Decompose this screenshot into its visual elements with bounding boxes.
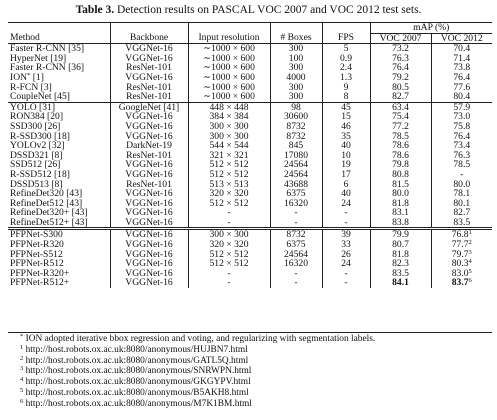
table-row	[8, 160, 492, 170]
cell-input-resolution-text: 448 × 448	[209, 101, 249, 113]
cell-boxes-text: 98	[291, 101, 301, 113]
cell-backbone-text: VGGNet-16	[125, 120, 173, 132]
cell-method-text: PFPNet-S512	[10, 248, 63, 260]
cell-method-text: SSD300 [26]	[10, 120, 61, 132]
table-row	[8, 132, 492, 142]
cell-voc2012	[431, 218, 492, 229]
cell-method	[8, 92, 110, 102]
cell-fps-text: -	[344, 216, 348, 228]
cell-voc2007-text: 78.6	[392, 140, 409, 152]
cell-fps-text: 35	[341, 130, 351, 142]
caption-text: Detection results on PASCAL VOC 2007 and VOC 2012 test sets.	[114, 4, 422, 16]
header-input-resolution: Input resolution	[188, 33, 270, 44]
cell-input-resolution-text: 300 × 300	[209, 120, 249, 132]
cell-backbone	[110, 278, 188, 288]
cell-boxes-text: 300	[288, 62, 304, 74]
cell-fps-text: 2.4	[340, 62, 352, 74]
footnote-mark: 3	[20, 365, 24, 373]
cell-voc2007-text: 83.8	[392, 216, 409, 228]
cell-backbone-text: VGGNet-16	[125, 71, 173, 83]
cell-voc2007-text: 75.4	[392, 111, 409, 123]
cell-boxes-text: -	[294, 207, 298, 219]
footnote-mark: 1	[20, 343, 24, 351]
table-row	[8, 240, 492, 250]
cell-input-resolution-text: 512 × 512	[209, 159, 249, 171]
header-backbone: Backbone	[110, 33, 188, 44]
cell-boxes-text: -	[294, 277, 298, 289]
cell-method-text: R-SSD300 [18]	[10, 130, 70, 142]
cell-input-resolution-text: 512 × 512	[209, 168, 249, 180]
footnote-mark: 5	[468, 267, 472, 275]
cell-method-text: RefineDet512 [43]	[10, 197, 83, 209]
cell-fps-text: 24	[341, 258, 351, 270]
header-voc2012: VOC 2012	[431, 33, 492, 44]
cell-fps-text: 5	[343, 43, 349, 55]
cell-input-resolution	[188, 278, 270, 288]
footnote-mark: 1	[468, 229, 472, 237]
cell-voc2012-text: 78.1	[453, 188, 471, 200]
header-fps: FPS	[322, 33, 370, 44]
footnote-mark: 5	[20, 386, 24, 394]
cell-method-text: PFPNet-R512+	[10, 277, 70, 289]
cell-method-text: R-FCN [3]	[10, 81, 52, 93]
cell-voc2012-text: 76.3	[453, 149, 471, 161]
cell-boxes-text: 300	[288, 43, 304, 55]
cell-voc2012-text: 70.4	[453, 43, 471, 55]
cell-voc2007-text: 82.7	[392, 91, 409, 103]
method-reference: [1]	[30, 71, 44, 83]
cell-voc2007-text: 80.0	[392, 188, 409, 200]
table-row	[8, 141, 492, 151]
cell-voc2007-text: 63.4	[392, 101, 409, 113]
cell-fps	[322, 92, 370, 102]
footnote-mark: 6	[468, 277, 472, 285]
cell-fps-text: 40	[341, 140, 351, 152]
cell-voc2012-text: 83.7	[451, 277, 469, 289]
cell-backbone-text: VGGNet-16	[125, 159, 173, 171]
cell-backbone-text: VGGNet-16	[125, 239, 173, 251]
cell-boxes-text: 6375	[286, 188, 306, 200]
cell-fps-text: 39	[341, 229, 351, 241]
cell-method-text: Faster R-CNN [35]	[10, 43, 85, 55]
cell-voc2012-text: 82.7	[453, 207, 471, 219]
cell-method-text: Faster R-CNN [36]	[10, 62, 85, 74]
cell-input-resolution-text: 544 × 544	[209, 140, 249, 152]
table-row	[8, 122, 492, 132]
cell-boxes-text: 4000	[286, 71, 306, 83]
cell-voc2007-text: 73.2	[392, 43, 409, 55]
cell-boxes-text: -	[294, 267, 298, 279]
cell-boxes-text: 8732	[286, 120, 306, 132]
cell-voc2012-text: 73.0	[453, 111, 471, 123]
cell-backbone-text: ResNet-101	[126, 178, 172, 190]
cell-voc2012-text: 77.6	[453, 81, 471, 93]
footnote-text: http://host.robots.ox.ac.uk:8080/anonymous/HUJBN7.html	[23, 344, 248, 355]
cell-fps-text: 33	[341, 239, 351, 251]
cell-method-text: PFPNet-S300	[10, 229, 63, 241]
cell-backbone-text: ResNet-101	[126, 91, 172, 103]
cell-input-resolution	[188, 218, 270, 229]
cell-input-resolution-text: -	[227, 267, 231, 279]
table-bottom-rule	[8, 332, 492, 333]
cell-method-text: RON384 [20]	[10, 111, 64, 123]
cell-backbone-text: VGGNet-16	[125, 168, 173, 180]
cell-voc2012-text: 76.8	[451, 229, 469, 241]
table-row	[8, 229, 492, 240]
cell-input-resolution-text: -	[227, 207, 231, 219]
cell-fps-text: -	[344, 207, 348, 219]
cell-input-resolution-text: 300 × 300	[209, 229, 249, 241]
cell-input-resolution	[188, 92, 270, 102]
cell-voc2012-text: -	[460, 168, 464, 180]
cell-backbone-text: DarkNet-19	[126, 140, 172, 152]
footnote-mark: 6	[20, 397, 24, 405]
cell-boxes-text: 845	[288, 140, 304, 152]
table-row	[8, 278, 492, 288]
cell-voc2012-text: 78.5	[453, 159, 471, 171]
cell-voc2007-text: 79.9	[392, 229, 409, 241]
cell-input-resolution-text: ∼1000 × 600	[203, 91, 255, 103]
cell-boxes-text: 24564	[284, 168, 308, 180]
cell-backbone-text: VGGNet-16	[125, 277, 173, 289]
cell-boxes	[270, 92, 322, 102]
footnote	[20, 377, 490, 388]
cell-method-text: RefineDet320+ [43]	[10, 207, 88, 219]
cell-method-text: YOLO [31]	[10, 101, 56, 113]
cell-boxes	[270, 278, 322, 288]
cell-voc2012-text: 80.3	[451, 258, 469, 270]
cell-voc2012-text: 71.4	[453, 52, 471, 64]
cell-method-text: CoupleNet [45]	[10, 91, 70, 103]
cell-method-text: HyperNet [19]	[10, 52, 67, 64]
cell-backbone-text: VGGNet-16	[125, 188, 173, 200]
table-row	[8, 102, 492, 112]
cell-boxes	[270, 218, 322, 229]
cell-boxes-text: 16320	[284, 258, 308, 270]
footnote-mark: 2	[20, 354, 24, 362]
cell-fps-text: 15	[341, 111, 351, 123]
cell-voc2012-text: 76.4	[453, 130, 471, 142]
cell-fps-text: 46	[341, 120, 351, 132]
cell-voc2007	[370, 218, 431, 229]
table-row	[8, 269, 492, 279]
footnote-mark: 2	[468, 239, 472, 247]
cell-backbone-text: VGGNet-16	[125, 258, 173, 270]
cell-voc2012-text: 76.4	[453, 71, 471, 83]
footnote	[20, 366, 490, 377]
header-method: Method	[8, 33, 110, 44]
cell-fps-text: 40	[341, 188, 351, 200]
results-table	[8, 22, 492, 288]
cell-voc2012-text: 80.4	[453, 91, 471, 103]
cell-input-resolution-text: 512 × 512	[209, 197, 249, 209]
cell-method-text: PFPNet-R320	[10, 239, 64, 251]
footnote	[20, 334, 490, 345]
cell-backbone-text: VGGNet-16	[125, 111, 173, 123]
cell-voc2007-text: 78.5	[392, 130, 409, 142]
cell-voc2007-text: 84.1	[392, 277, 409, 289]
cell-input-resolution-text: ∼1000 × 600	[203, 43, 255, 55]
cell-backbone	[110, 92, 188, 102]
cell-voc2012	[431, 92, 492, 102]
cell-voc2012	[431, 278, 492, 288]
cell-backbone-text: VGGNet-16	[125, 43, 173, 55]
cell-voc2007-text: 79.8	[392, 159, 409, 171]
cell-method-text: ION	[10, 71, 28, 83]
cell-voc2007	[370, 278, 431, 288]
cell-method	[8, 218, 110, 229]
cell-method-text: SSD512 [26]	[10, 159, 61, 171]
footnote-text: http://host.robots.ox.ac.uk:8080/anonymous/GKGYPV.html	[23, 377, 251, 388]
cell-boxes-text: 24564	[284, 159, 308, 171]
cell-voc2007-text: 83.5	[392, 267, 409, 279]
cell-voc2007-text: 83.1	[392, 207, 409, 219]
header-boxes: # Boxes	[270, 33, 322, 44]
footnote-text: ION adopted iterative bbox regression and voting, and regularizing with segmentation labels.	[23, 334, 376, 344]
footnote-text: http://host.robots.ox.ac.uk:8080/anonymous/GATL5Q.html	[23, 355, 249, 366]
cell-voc2007	[370, 92, 431, 102]
table-caption	[0, 4, 497, 16]
cell-voc2007-text: 79.2	[392, 71, 409, 83]
footnote-mark: *	[27, 71, 31, 79]
cell-voc2007-text: 81.5	[392, 178, 409, 190]
cell-method-text: RefineDet512+ [43]	[10, 216, 88, 228]
footnote	[20, 345, 490, 356]
cell-boxes-text: 300	[288, 91, 304, 103]
footnote	[20, 399, 490, 410]
cell-fps-text: 9	[343, 81, 349, 93]
cell-fps-text: -	[344, 267, 348, 279]
cell-fps-text: 8	[343, 91, 349, 103]
footnote-mark: 4	[468, 258, 472, 266]
cell-boxes-text: 6375	[286, 239, 306, 251]
cell-boxes-text: 24564	[284, 248, 308, 260]
cell-method-text: RefineDet320 [43]	[10, 188, 83, 200]
cell-voc2007-text: 82.3	[392, 258, 409, 270]
footnote-text: http://host.robots.ox.ac.uk:8080/anonymous/M7K1BM.html	[23, 398, 252, 409]
cell-boxes-text: 100	[288, 52, 304, 64]
cell-voc2007-text: 80.8	[392, 168, 409, 180]
cell-voc2012-text: 73.4	[453, 140, 471, 152]
table-row	[8, 112, 492, 122]
cell-backbone-text: VGGNet-16	[125, 52, 173, 64]
cell-input-resolution-text: ∼1000 × 600	[203, 52, 255, 64]
cell-fps	[322, 218, 370, 229]
cell-voc2007-text: 81.8	[392, 248, 409, 260]
cell-fps-text: 1.3	[340, 71, 352, 83]
cell-input-resolution-text: 513 × 513	[209, 178, 249, 190]
cell-method-text: DSSD321 [8]	[10, 149, 63, 161]
footnotes	[20, 334, 490, 410]
cell-boxes-text: 8732	[286, 229, 306, 241]
cell-backbone-text: VGGNet-16	[125, 207, 173, 219]
cell-fps-text: 0.9	[340, 52, 352, 64]
cell-backbone-text: VGGNet-16	[125, 130, 173, 142]
cell-boxes-text: -	[294, 216, 298, 228]
cell-voc2007-text: 78.6	[392, 149, 409, 161]
cell-fps-text: 6	[343, 178, 349, 190]
cell-method-text: R-SSD512 [18]	[10, 168, 70, 180]
table-row	[8, 151, 492, 161]
cell-input-resolution-text: -	[227, 277, 231, 289]
cell-backbone-text: ResNet-101	[126, 149, 172, 161]
cell-backbone-text: ResNet-101	[126, 62, 172, 74]
cell-backbone-text: VGGNet-16	[125, 267, 173, 279]
footnote-mark: *	[20, 333, 24, 340]
footnote	[20, 388, 490, 399]
cell-fps-text: 45	[341, 101, 351, 113]
cell-input-resolution-text: 512 × 512	[209, 248, 249, 260]
header-map: mAP (%)	[370, 23, 492, 34]
cell-boxes-text: 300	[288, 81, 304, 93]
cell-input-resolution-text: 512 × 512	[209, 258, 249, 270]
cell-method-text: DSSD513 [8]	[10, 178, 63, 190]
table-row	[8, 259, 492, 269]
cell-method-text: PFPNet-R512	[10, 258, 64, 270]
cell-method	[8, 278, 110, 288]
cell-method-text: YOLOv2 [32]	[10, 140, 65, 152]
cell-input-resolution-text: 320 × 320	[209, 188, 249, 200]
footnote-mark: 4	[20, 376, 24, 384]
cell-fps-text: 10	[341, 149, 351, 161]
cell-voc2012-text: 83.0	[451, 267, 469, 279]
header-voc2007: VOC 2007	[370, 33, 431, 44]
cell-voc2012-text: 75.8	[453, 120, 471, 132]
cell-voc2007-text: 76.4	[392, 62, 409, 74]
cell-input-resolution-text: ∼1000 × 600	[203, 62, 255, 74]
cell-voc2007-text: 80.5	[392, 81, 409, 93]
cell-input-resolution-text: ∼1000 × 600	[203, 71, 255, 83]
table-row	[8, 92, 492, 102]
cell-voc2012-text: 73.8	[453, 62, 471, 74]
cell-voc2007-text: 77.2	[392, 120, 409, 132]
cell-input-resolution-text: -	[227, 216, 231, 228]
cell-input-resolution-text: 320 × 320	[209, 239, 249, 251]
cell-fps-text: 17	[341, 168, 351, 180]
cell-voc2012-text: 83.5	[453, 216, 471, 228]
footnote-mark: 3	[468, 248, 472, 256]
cell-voc2012-text: 80.1	[453, 197, 471, 209]
cell-boxes-text: 43688	[284, 178, 308, 190]
table-row	[8, 170, 492, 180]
cell-fps-text: 26	[341, 248, 351, 260]
cell-backbone	[110, 218, 188, 229]
table-body	[8, 44, 492, 288]
table-label: Table 3.	[75, 4, 115, 16]
table-row	[8, 218, 492, 229]
cell-boxes-text: 8732	[286, 130, 306, 142]
cell-voc2012-text: 77.7	[451, 239, 469, 251]
cell-backbone-text: GoogleNet [41]	[118, 101, 180, 113]
cell-backbone-text: VGGNet-16	[125, 197, 173, 209]
cell-input-resolution-text: 321 × 321	[209, 149, 249, 161]
cell-boxes-text: 16320	[284, 197, 308, 209]
cell-input-resolution-text: ∼1000 × 600	[203, 81, 255, 93]
cell-backbone-text: VGGNet-16	[125, 216, 173, 228]
table-row	[8, 250, 492, 260]
cell-backbone-text: VGGNet-16	[125, 229, 173, 241]
cell-backbone-text: VGGNet-16	[125, 248, 173, 260]
footnote-text: http://host.robots.ox.ac.uk:8080/anonymous/SNRWPN.html	[23, 366, 252, 377]
footnote-text: http://host.robots.ox.ac.uk:8080/anonymous/B5AKH8.html	[23, 387, 249, 398]
cell-voc2012-text: 57.9	[453, 101, 471, 113]
cell-fps-text: 19	[341, 159, 351, 171]
cell-voc2007-text: 80.7	[392, 239, 409, 251]
cell-voc2007-text: 81.8	[392, 197, 409, 209]
cell-input-resolution-text: 300 × 300	[209, 130, 249, 142]
cell-voc2007-text: 76.3	[392, 52, 409, 64]
cell-backbone-text: ResNet-101	[126, 81, 172, 93]
cell-voc2012-text: 79.7	[451, 248, 469, 260]
cell-method-text: PFPNet-R320+	[10, 267, 70, 279]
footnote	[20, 356, 490, 367]
cell-input-resolution-text: 384 × 384	[209, 111, 249, 123]
cell-fps-text: 24	[341, 197, 351, 209]
cell-boxes-text: 30600	[284, 111, 308, 123]
cell-boxes-text: 17080	[284, 149, 308, 161]
cell-fps	[322, 278, 370, 288]
cell-voc2012-text: 80.0	[453, 178, 471, 190]
cell-fps-text: -	[344, 277, 348, 289]
